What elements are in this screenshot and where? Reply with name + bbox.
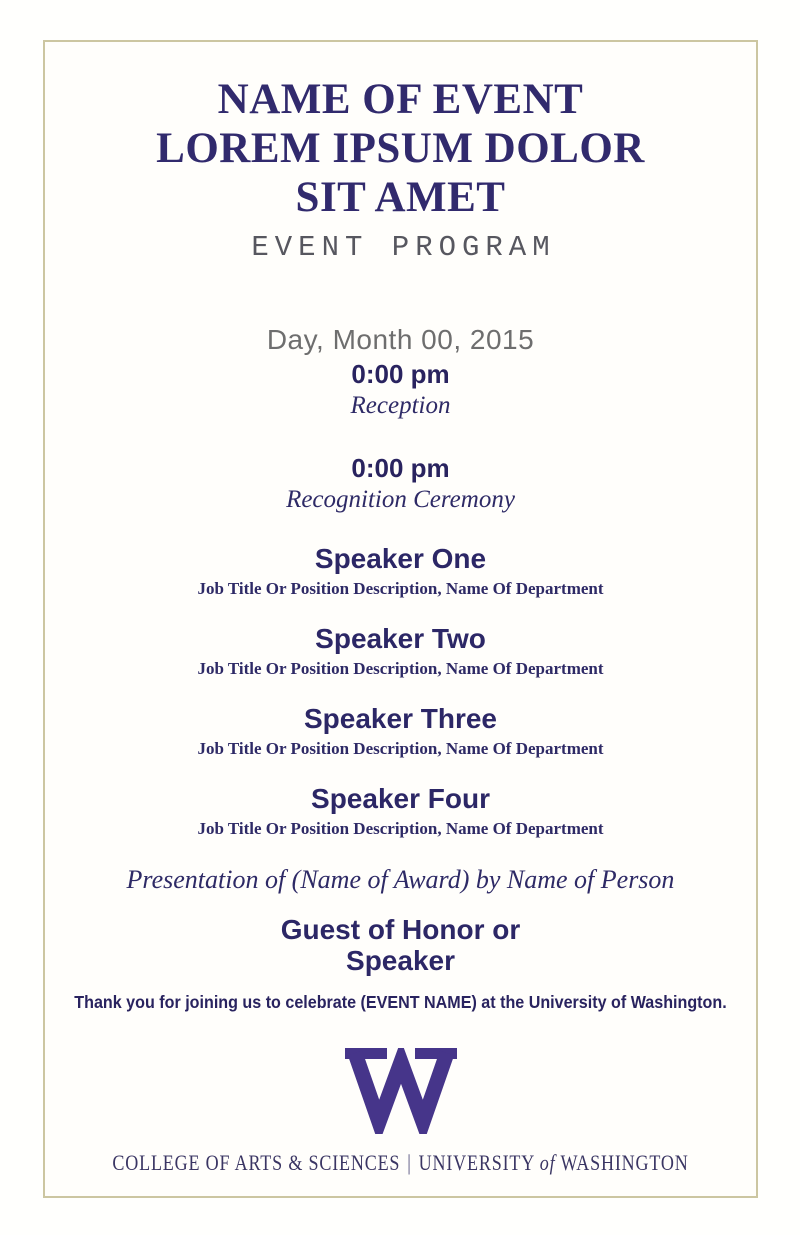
schedule-item-reception: [45, 358, 756, 422]
speakers-list: [45, 542, 756, 842]
event-date: Day, Month 00, 2015: [266, 324, 535, 355]
decorative-border-frame: [43, 40, 758, 1198]
speaker-entry: [45, 702, 756, 762]
wordmark-college: COLLEGE OF ARTS & SCIENCES: [112, 1150, 401, 1175]
event-title-line-1: NAME OF EVENT: [217, 76, 584, 123]
event-title-line-2: LOREM IPSUM DOLOR: [156, 125, 645, 172]
schedule-event-name: Recognition Ceremony: [286, 486, 515, 513]
guest-of-honor-line-2: Speaker: [346, 945, 455, 976]
speaker-entry: [45, 782, 756, 842]
guest-of-honor-line-1: Guest of Honor or: [280, 914, 521, 945]
event-title-line-3: SIT AMET: [295, 174, 506, 221]
speaker-name: Speaker Three: [304, 703, 497, 734]
thank-you-line: Thank you for joining us to celebrate (EVENT NAME) at the University of Washington.: [74, 992, 727, 1012]
wordmark-university: UNIVERSITY: [418, 1150, 535, 1175]
speaker-entry: [45, 542, 756, 602]
uw-block-w-logo: [345, 1048, 457, 1134]
speaker-name: Speaker Two: [315, 623, 486, 654]
wordmark-of: of: [539, 1150, 556, 1175]
speaker-job-title: Job Title Or Position Description, Name Of Department: [197, 579, 604, 598]
speaker-job-title: Job Title Or Position Description, Name Of Department: [197, 739, 604, 758]
wordmark-washington: WASHINGTON: [560, 1150, 689, 1175]
speaker-job-title: Job Title Or Position Description, Name Of Department: [197, 819, 604, 838]
speaker-job-title: Job Title Or Position Description, Name Of Department: [197, 659, 604, 678]
schedule-event-name: Reception: [350, 392, 451, 419]
speaker-name: Speaker Four: [311, 783, 490, 814]
schedule-time: 0:00 pm: [351, 359, 450, 389]
event-title: [45, 75, 756, 222]
wordmark-divider: |: [407, 1150, 412, 1175]
schedule-time: 0:00 pm: [351, 453, 450, 483]
college-wordmark: [109, 1150, 692, 1176]
speaker-name: Speaker One: [314, 543, 487, 574]
guest-of-honor-heading: [45, 914, 756, 976]
schedule-item-ceremony: [45, 452, 756, 516]
event-program-subtitle: EVENT PROGRAM: [251, 231, 556, 264]
speaker-entry: [45, 622, 756, 682]
award-presentation-line: Presentation of (Name of Award) by Name of Person: [126, 865, 675, 894]
